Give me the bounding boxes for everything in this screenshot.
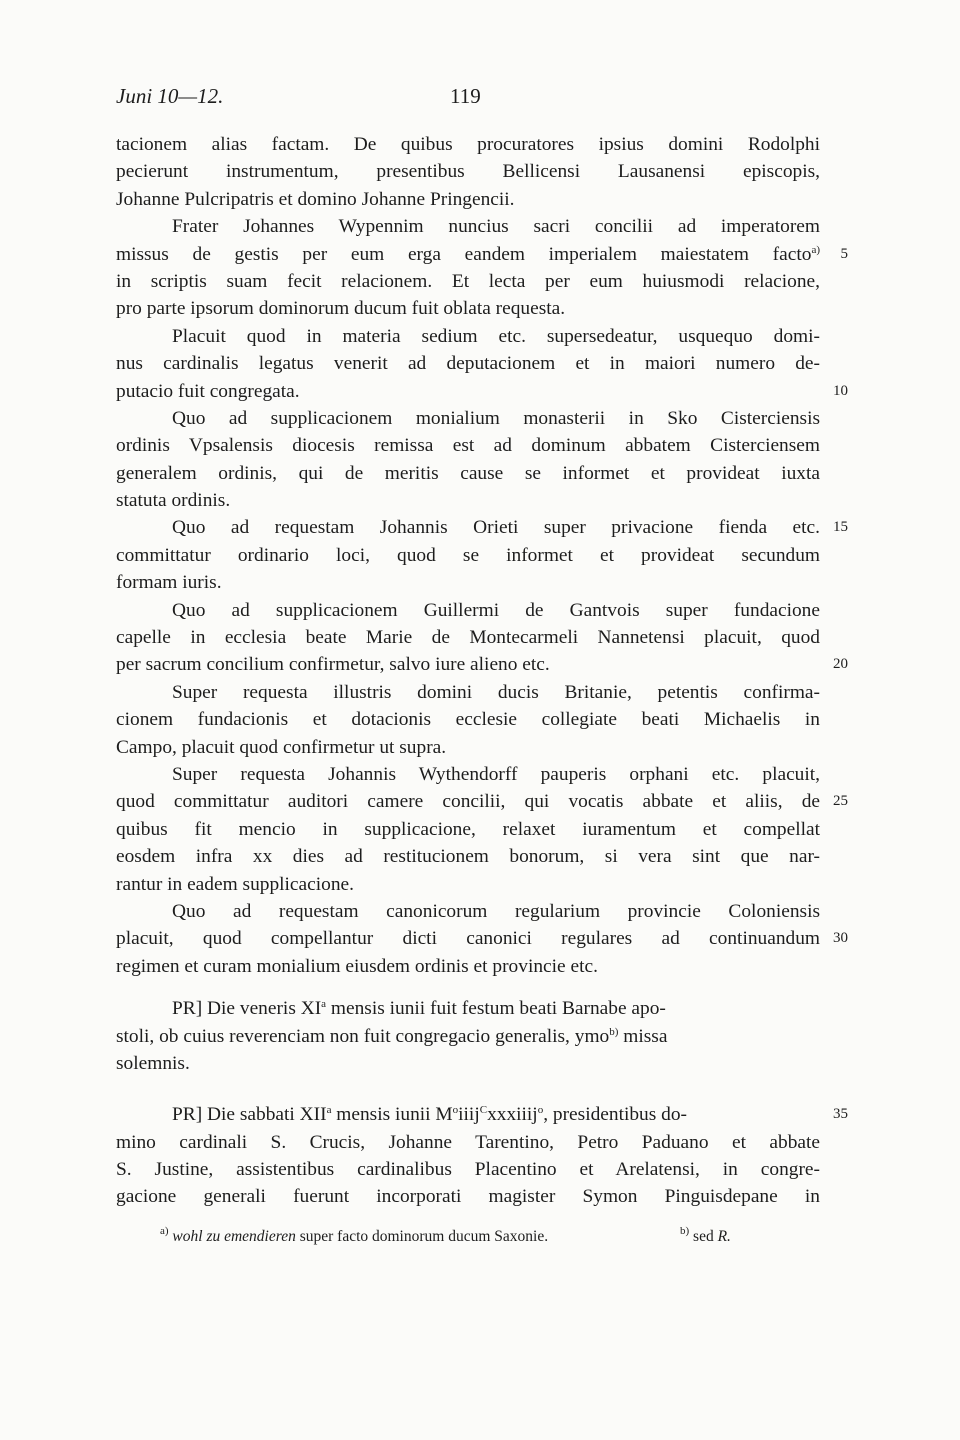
text-line — [116, 788, 848, 815]
text-line: mino cardinali S. Crucis, Johanne Tarentino, Petro Paduano et abbate — [116, 1131, 820, 1153]
text-line — [116, 1101, 848, 1128]
line-text: quod committatur auditori camere concilii, qui vocatis abbate et aliis, de — [116, 791, 820, 813]
line-text: xxxiiij — [487, 1104, 538, 1126]
ordinal-sup: a — [326, 1104, 332, 1117]
line-number: 35 — [833, 1106, 848, 1123]
text-line: Quo ad supplicacionem Guillermi de Gantvois super fundacione — [172, 599, 820, 621]
footnote-ref-b: b) — [609, 1025, 619, 1038]
text-line: ordinis Vpsalensis diocesis remissa est ad dominum abbatem Cisterciensem — [116, 435, 820, 457]
line-text: putacio fuit congregata. — [116, 380, 300, 402]
line-text: missa — [618, 1025, 668, 1047]
footnote-mark: a) — [160, 1225, 169, 1237]
text-line: regimen et curam monialium eiusdem ordinis et provincie etc. — [116, 955, 598, 977]
text-line — [116, 514, 848, 541]
line-text: PR] Die veneris XI — [172, 998, 322, 1020]
text-line: capelle in ecclesia beate Marie de Montecarmeli Nannetensi placuit, quod — [116, 627, 820, 649]
text-line: gacione generali fuerunt incorporati magister Symon Pinguisdepane in — [116, 1186, 820, 1208]
text-line: rantur in eadem supplicacione. — [116, 873, 354, 895]
footnote-ref-a: a) — [811, 243, 820, 256]
text-line — [116, 925, 848, 952]
text-line: in scriptis suam fecit relacionem. Et lecta per eum huiusmodi relacione, — [116, 270, 820, 292]
text-line: committatur ordinario loci, quod se informet et provideat secundum — [116, 544, 820, 566]
line-text: Quo ad requestam Johannis Orieti super privacione fienda etc. — [172, 517, 820, 539]
page-header — [116, 84, 828, 114]
footnote-italic: R. — [717, 1228, 731, 1245]
text-line — [116, 1023, 820, 1050]
text-line: generalem ordinis, qui de meritis cause se informet et provideat iuxta — [116, 462, 820, 484]
line-text: missus de gestis per eum erga eandem imperialem maiestatem facto — [116, 243, 812, 265]
text-line: pecierunt instrumentum, presentibus Bellicensi Lausanensi episcopis, — [116, 161, 820, 183]
running-head: Juni 10—12. — [116, 84, 224, 108]
text-line — [116, 378, 848, 405]
text-line: Campo, placuit quod confirmetur ut supra. — [116, 736, 447, 758]
line-text: , presidentibus do- — [543, 1104, 687, 1126]
body-text — [116, 131, 848, 1211]
text-line: Super requesta Johannis Wythendorff pauperis orphani etc. placuit, — [172, 763, 820, 785]
line-number: 20 — [833, 656, 848, 673]
text-line: quibus fit mencio in supplicacione, relaxet iuramentum et compellat — [116, 818, 820, 840]
text-line: formam iuris. — [116, 572, 222, 594]
footnote-b — [680, 1225, 731, 1246]
footnote-italic: wohl zu emendieren — [172, 1228, 296, 1245]
footnote-text: super facto dominorum ducum Saxonie. — [299, 1228, 549, 1245]
footnote-a — [160, 1225, 549, 1246]
text-line: Johanne Pulcripatris et domino Johanne Pringencii. — [116, 188, 515, 210]
line-text: mensis iunii fuit festum beati Barnabe apo- — [326, 998, 666, 1020]
text-line: S. Justine, assistentibus cardinalibus Placentino et Arelatensi, in congre- — [116, 1159, 820, 1181]
ordinal-sup: o — [537, 1104, 544, 1117]
text-line: pro parte ipsorum dominorum ducum fuit oblata requesta. — [116, 298, 566, 320]
text-line — [116, 651, 848, 678]
text-line: Quo ad supplicacionem monialium monasterii in Sko Cisterciensis — [172, 407, 820, 429]
text-line: statuta ordinis. — [116, 490, 231, 512]
line-number: 30 — [833, 930, 848, 947]
page-number: 119 — [450, 84, 481, 108]
line-number: 25 — [833, 793, 848, 810]
ordinal-sup: C — [479, 1104, 488, 1117]
ordinal-sup: o — [452, 1104, 459, 1117]
footnote-mark: b) — [680, 1225, 690, 1237]
line-number: 10 — [833, 382, 848, 399]
text-line — [116, 241, 848, 268]
ordinal-sup: a — [321, 998, 327, 1011]
line-text: mensis iunii M — [331, 1104, 453, 1126]
text-line: Super requesta illustris domini ducis Britanie, petentis confirma- — [172, 681, 820, 703]
line-text: placuit, quod compellantur dicti canonici regulares ad continuandum — [116, 928, 820, 950]
line-text: PR] Die sabbati XII — [172, 1104, 327, 1126]
text-line: eosdem infra xx dies ad restitucionem bonorum, si vera sint que nar- — [116, 846, 820, 868]
line-text: stoli, ob cuius reverenciam non fuit congregacio generalis, ymo — [116, 1025, 610, 1047]
text-line: Quo ad requestam canonicorum regularium provincie Coloniensis — [172, 900, 820, 922]
text-line: nus cardinalis legatus venerit ad deputacionem et in maiori numero de- — [116, 353, 820, 375]
text-line: Placuit quod in materia sedium etc. supersedeatur, usquequo domi- — [172, 325, 820, 347]
text-line: Frater Johannes Wypennim nuncius sacri concilii ad imperatorem — [172, 216, 820, 238]
line-text: iiij — [458, 1104, 480, 1126]
text-line: cionem fundacionis et dotacionis ecclesie collegiate beati Michaelis in — [116, 709, 820, 731]
text-line: tacionem alias factam. De quibus procuratores ipsius domini Rodolphi — [116, 134, 820, 155]
line-number: 5 — [840, 245, 848, 262]
text-line — [116, 995, 820, 1022]
footnote-text: sed — [693, 1228, 714, 1245]
text-line: solemnis. — [116, 1052, 190, 1074]
line-number: 15 — [833, 519, 848, 536]
line-text: per sacrum concilium confirmetur, salvo iure alieno etc. — [116, 654, 550, 676]
